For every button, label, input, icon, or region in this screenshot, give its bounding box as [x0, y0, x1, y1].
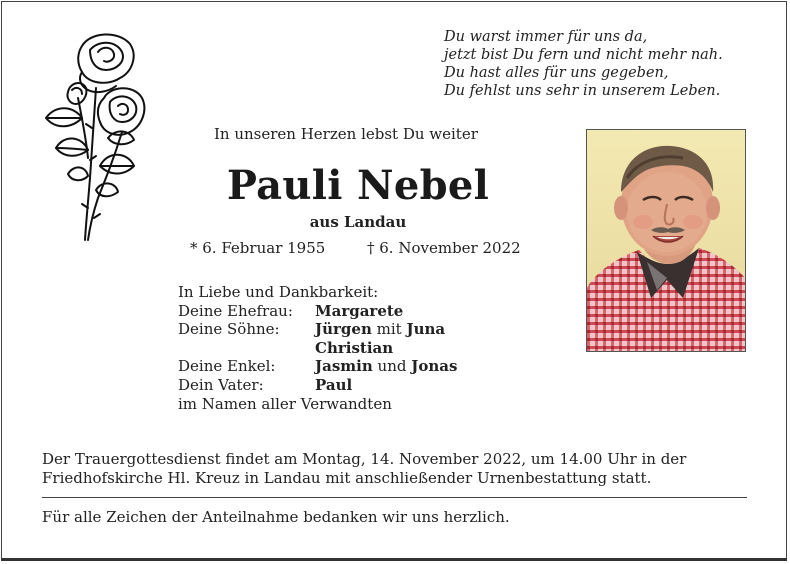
service-line: Der Trauergottesdienst findet am Montag, 14. November 2022, um 14.00 Uhr in der — [42, 450, 687, 468]
service-line: Friedhofskirche Hl. Kreuz in Landau mit anschließender Urnenbestattung statt. — [42, 469, 652, 487]
poem-line: Du hast alles für uns gegeben, — [444, 65, 669, 81]
conjunction: und — [377, 357, 407, 376]
rose-drawing-icon — [38, 28, 150, 242]
son-name: Christian — [315, 338, 394, 357]
birth-date: * 6. Februar 1955 — [190, 239, 326, 257]
portrait-photo — [586, 129, 746, 352]
family-intro: In Liebe und Dankbarkeit: — [178, 283, 379, 301]
conjunction: mit — [376, 320, 402, 339]
notice-bottom-border — [1, 558, 787, 561]
wife-name: Margarete — [315, 301, 404, 320]
poem-line: Du fehlst uns sehr in unserem Leben. — [444, 83, 721, 99]
deceased-name: Pauli Nebel — [226, 162, 490, 209]
sons-label: Deine Söhne: — [178, 320, 280, 339]
motto: In unseren Herzen lebst Du weiter — [214, 125, 478, 143]
son-name: Jürgen — [315, 320, 372, 339]
thanks-note: Für alle Zeichen der Anteilnahme bedanken wir uns herzlich. — [42, 508, 510, 526]
divider — [42, 497, 747, 498]
father-label: Dein Vater: — [178, 375, 264, 394]
grandchild-name: Jasmin — [315, 357, 373, 376]
son-partner-name: Juna — [406, 320, 446, 339]
poem — [444, 28, 764, 100]
poem-line: Du warst immer für uns da, — [444, 29, 648, 45]
service-info — [42, 450, 762, 488]
death-date: † 6. November 2022 — [367, 239, 521, 257]
poem-line: jetzt bist Du fern und nicht mehr nah. — [444, 47, 723, 63]
wife-label: Deine Ehefrau: — [178, 301, 293, 320]
grandchild-name: Jonas — [411, 357, 458, 376]
origin: aus Landau — [309, 213, 407, 231]
father-name: Paul — [315, 375, 353, 394]
relatives-note: im Namen aller Verwandten — [178, 394, 392, 413]
grandchildren-label: Deine Enkel: — [178, 357, 276, 376]
